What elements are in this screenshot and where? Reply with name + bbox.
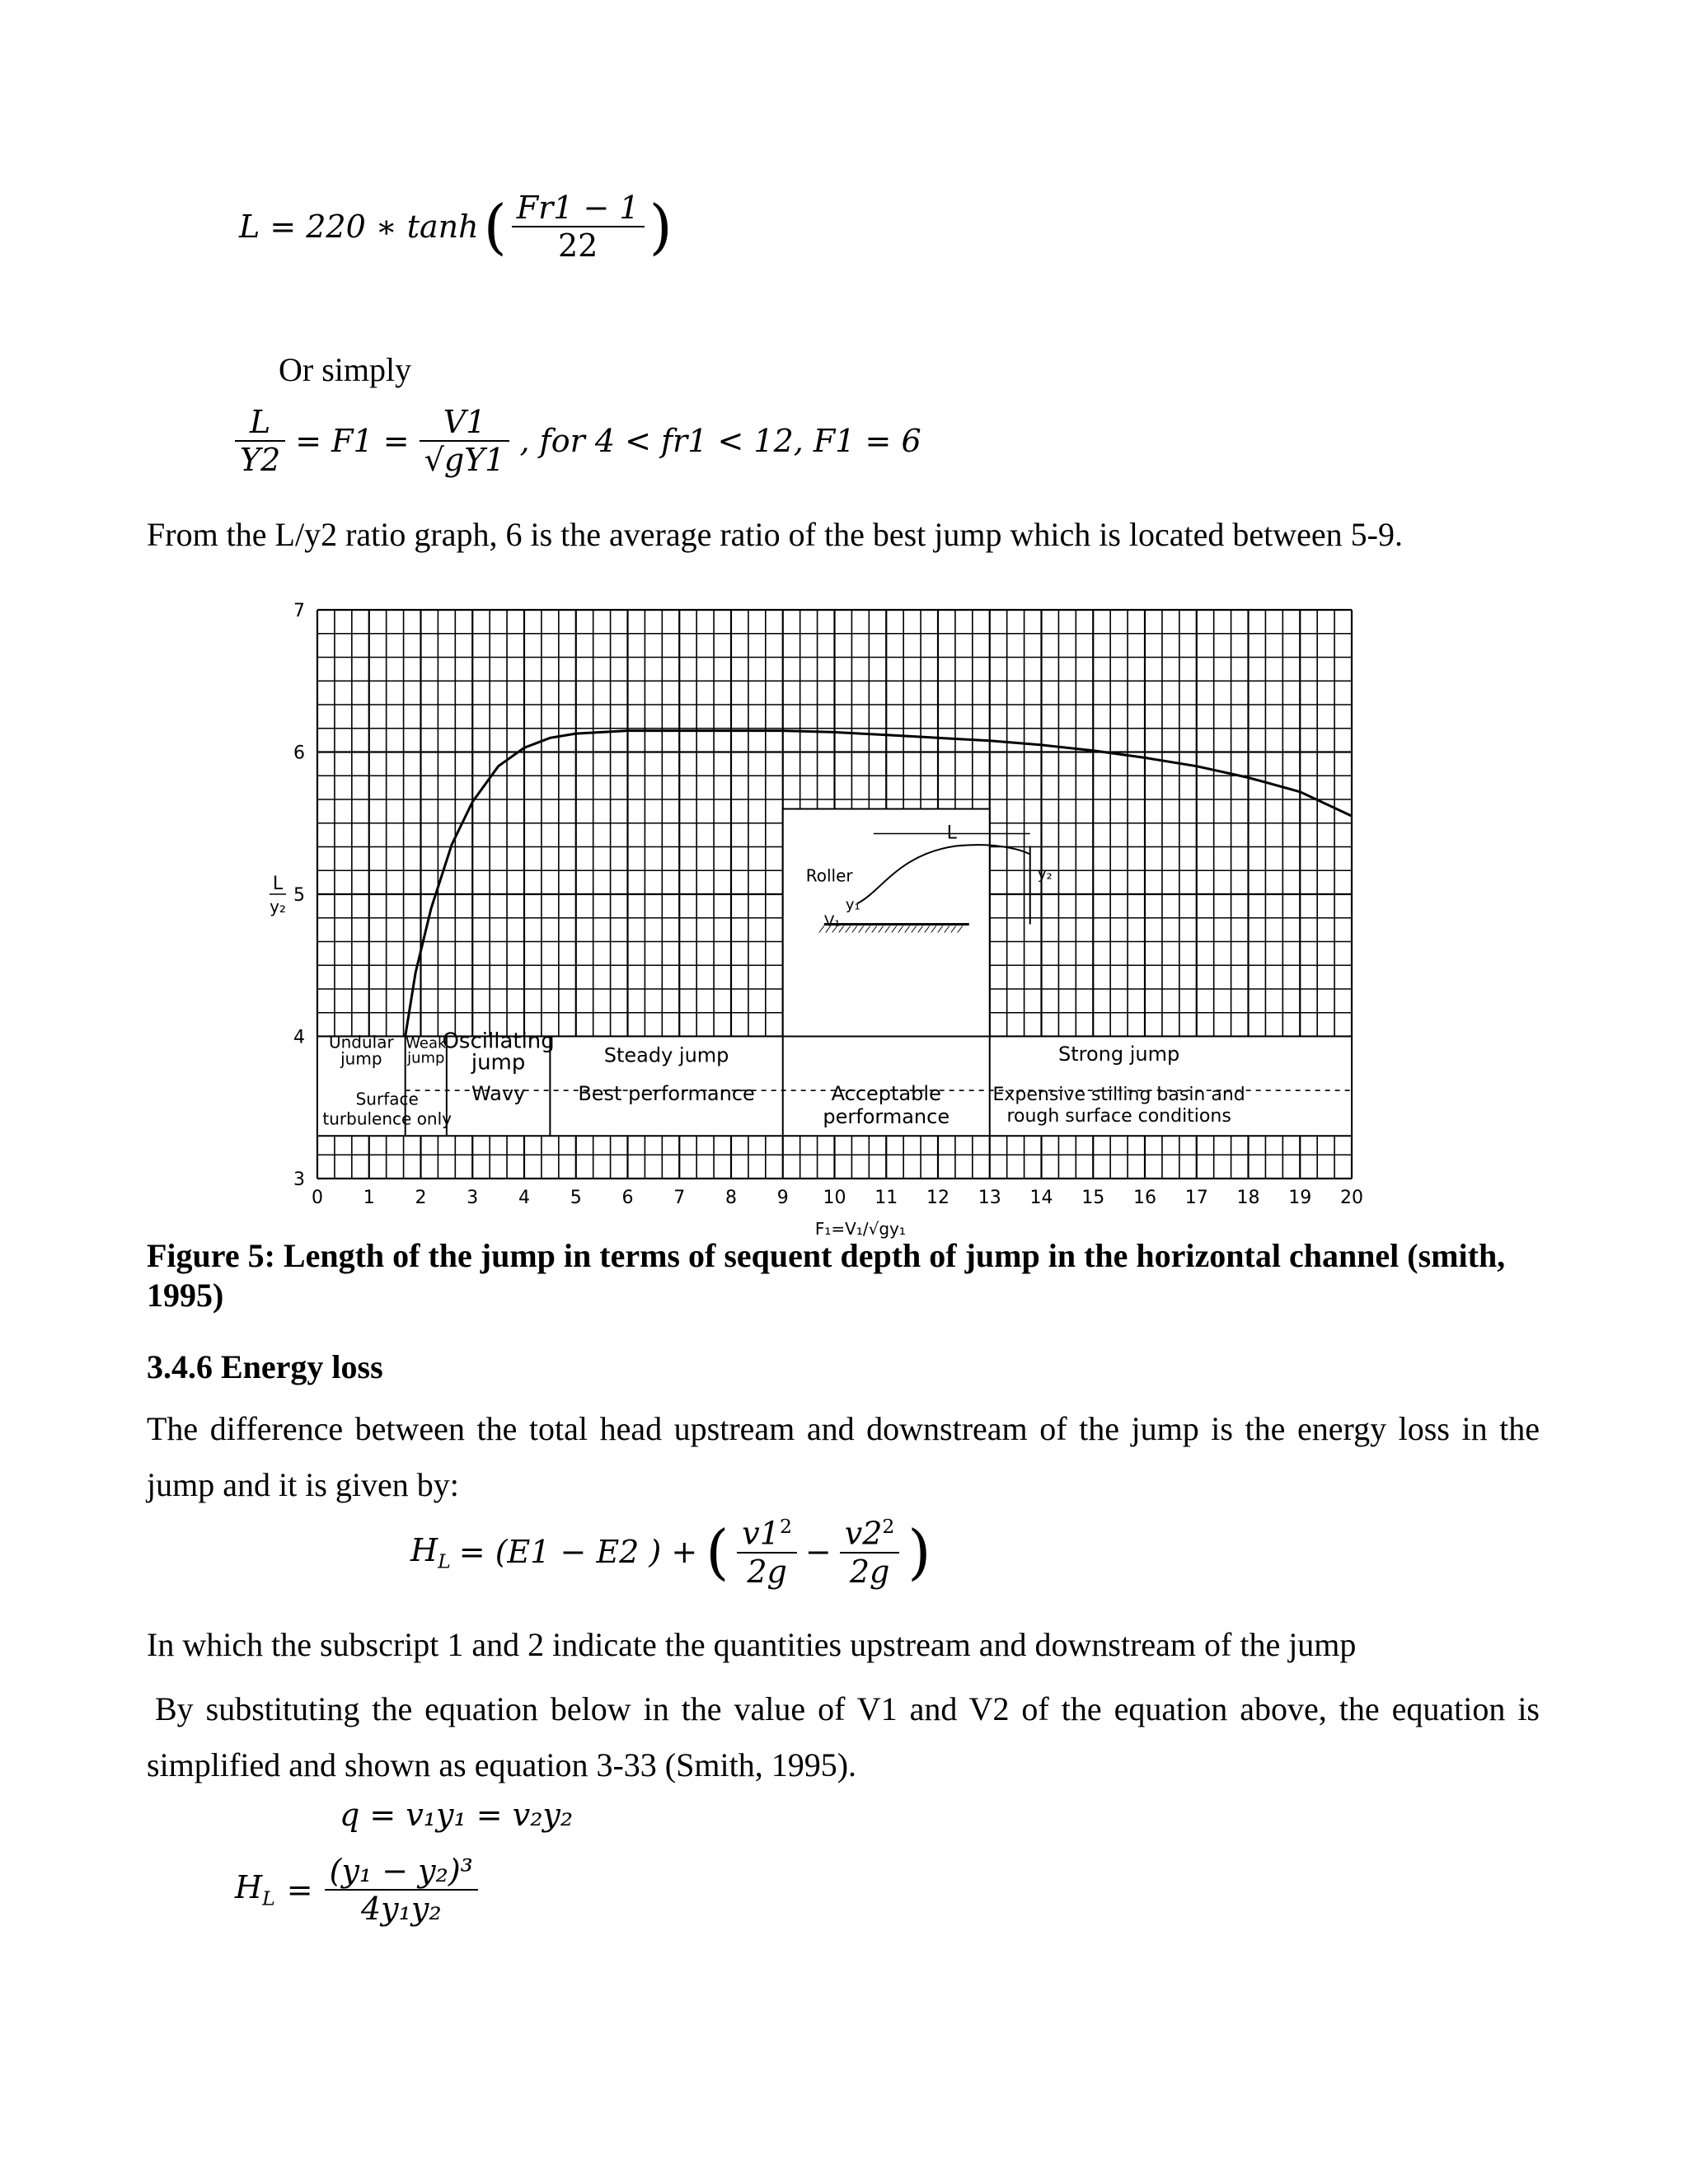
regime-note: turbulence only xyxy=(322,1108,452,1129)
regime-note: Acceptable xyxy=(831,1082,941,1106)
regime-label: jump xyxy=(471,1050,526,1076)
eq-hl-exp1: 2 xyxy=(779,1515,792,1538)
equation-discharge: q = v₁y₁ = v₂y₂ xyxy=(340,1797,574,1833)
y-tick-label: 5 xyxy=(293,885,305,906)
x-tick-label: 10 xyxy=(823,1188,846,1208)
x-tick-label: 5 xyxy=(570,1188,582,1208)
x-tick-label: 13 xyxy=(978,1188,1001,1208)
y-tick-label: 7 xyxy=(293,601,305,621)
x-tick-label: 14 xyxy=(1029,1188,1053,1208)
inset-label-y2: y₂ xyxy=(1037,865,1053,883)
x-tick-label: 0 xyxy=(312,1188,323,1208)
eq-hl-n2: v2 xyxy=(844,1515,883,1552)
x-tick-label: 20 xyxy=(1340,1188,1363,1208)
inset-label-y1: y₁ xyxy=(845,896,860,914)
eq-hl-d1: 2g xyxy=(747,1553,787,1590)
eq-L-lhs: L = 220 ∗ tanh xyxy=(239,209,479,245)
x-tick-label: 16 xyxy=(1133,1188,1156,1208)
x-tick-label: 11 xyxy=(874,1188,898,1208)
equation-jump-length: L = 220 ∗ tanh ( $\frac{Fr1 - 1}{22}$ ) xyxy=(239,190,673,264)
eq-hl2-eq: = xyxy=(286,1872,313,1908)
regime-label: Steady jump xyxy=(603,1043,729,1067)
section-title: 3.4.6 Energy loss xyxy=(147,1348,383,1385)
x-tick-label: 19 xyxy=(1288,1188,1312,1208)
equation-length-ratio: $\frac{L}{Y2}$ = F1 = $\frac{V1}{√gY1}$ , for 4 < fr1 < 12, F1 = 6 xyxy=(235,404,921,478)
x-tick-label: 12 xyxy=(926,1188,950,1208)
paragraph-substitution: By substituting the equation below in the value of V1 and V2 of the equation above, the equation is simplified and shown as equation 3-33 (Smith, 1995). xyxy=(147,1690,1540,1783)
y-axis-label-num: L xyxy=(272,874,284,894)
or-simply-text: Or simply xyxy=(279,351,412,388)
y-tick-label: 3 xyxy=(293,1169,305,1190)
eq-L-denominator: 22 xyxy=(557,227,598,264)
eq-ratio-mid: = F1 = xyxy=(295,423,410,459)
jump-length-chart xyxy=(270,577,1409,1239)
inset-label-roller: Roller xyxy=(805,865,853,886)
eq-hl-lhs: H xyxy=(410,1531,438,1568)
x-tick-label: 17 xyxy=(1184,1188,1208,1208)
eq-ratio-den2: gY1 xyxy=(443,442,505,478)
chart-inset-diagram xyxy=(783,809,1053,1037)
regime-label: Oscillating xyxy=(442,1029,555,1054)
eq-hl2-sub: L xyxy=(262,1886,275,1910)
regime-note: Wavy xyxy=(471,1082,526,1106)
paragraph-subscript: In which the subscript 1 and 2 indicate the quantities upstream and downstream of the jump xyxy=(147,1626,1357,1663)
y-axis-label-den: y₂ xyxy=(270,897,286,916)
x-tick-label: 15 xyxy=(1081,1188,1105,1208)
eq-ratio-den1: Y2 xyxy=(240,442,281,478)
regime-label: Undular xyxy=(328,1032,394,1052)
regime-note: Expensive stilling basin and xyxy=(992,1085,1245,1106)
inset-label-v1: V₁ xyxy=(823,912,841,930)
regime-label: Strong jump xyxy=(1058,1042,1180,1066)
eq-ratio-num1: L xyxy=(250,404,271,440)
x-tick-label: 3 xyxy=(467,1188,479,1208)
paragraph-ratio-graph: From the L/y2 ratio graph, 6 is the average ratio of the best jump which is located between 5-9. xyxy=(147,516,1404,553)
regime-label: jump xyxy=(340,1048,382,1069)
inset-label-L: L xyxy=(946,823,957,844)
x-axis-label: F₁=V₁/√gy₁ xyxy=(814,1219,906,1239)
y-tick-label: 4 xyxy=(293,1027,305,1048)
eq-hl2-num: (y₁ − y₂)³ xyxy=(329,1853,473,1889)
regime-note: Best performance xyxy=(578,1082,755,1106)
eq-hl-n1: v1 xyxy=(742,1515,780,1552)
x-tick-label: 4 xyxy=(518,1188,530,1208)
regime-note: performance xyxy=(823,1105,950,1129)
eq-hl-mid: = (E1 − E2 ) + xyxy=(458,1534,698,1571)
eq-hl-d2: 2g xyxy=(849,1553,890,1590)
x-tick-label: 9 xyxy=(776,1188,789,1208)
x-tick-label: 1 xyxy=(363,1188,375,1208)
eq-hl2-lhs: H xyxy=(235,1869,263,1906)
eq-ratio-tail: , for 4 < fr1 < 12, F1 = 6 xyxy=(519,423,921,459)
y-tick-label: 6 xyxy=(293,743,305,764)
eq-ratio-num2: V1 xyxy=(443,404,486,440)
equation-head-loss: $H_L$ = (E1 − E2 ) + ( $\frac{v1^2}{2g}$ − $\frac{v2^2}{2g}$ ) xyxy=(410,1515,931,1590)
x-tick-label: 7 xyxy=(673,1188,686,1208)
x-tick-label: 8 xyxy=(725,1188,737,1208)
x-tick-label: 18 xyxy=(1236,1188,1260,1208)
regime-label: jump xyxy=(407,1049,445,1067)
chart-region-labels xyxy=(317,1029,1352,1136)
paragraph-energy-loss: The difference between the total head upstream and downstream of the jump is the energy loss in the jump and it is given by: xyxy=(147,1410,1540,1503)
regime-note: Surface xyxy=(355,1089,419,1109)
x-tick-label: 6 xyxy=(621,1188,634,1208)
regime-note: rough surface conditions xyxy=(1006,1106,1231,1127)
inset-box xyxy=(783,809,990,1037)
regime-label: Weak xyxy=(406,1034,447,1052)
eq-hl-exp2: 2 xyxy=(882,1515,895,1538)
eq-L-numerator: Fr1 − 1 xyxy=(516,190,640,226)
eq-hl2-den: 4y₁y₂ xyxy=(360,1891,442,1927)
x-tick-label: 2 xyxy=(415,1188,427,1208)
figure-caption: Figure 5: Length of the jump in terms of sequent depth of jump in the horizontal channel (smith, 1995) xyxy=(147,1237,1506,1314)
equation-head-loss-simplified xyxy=(235,1853,478,1927)
eq-hl-sub: L xyxy=(438,1549,451,1573)
